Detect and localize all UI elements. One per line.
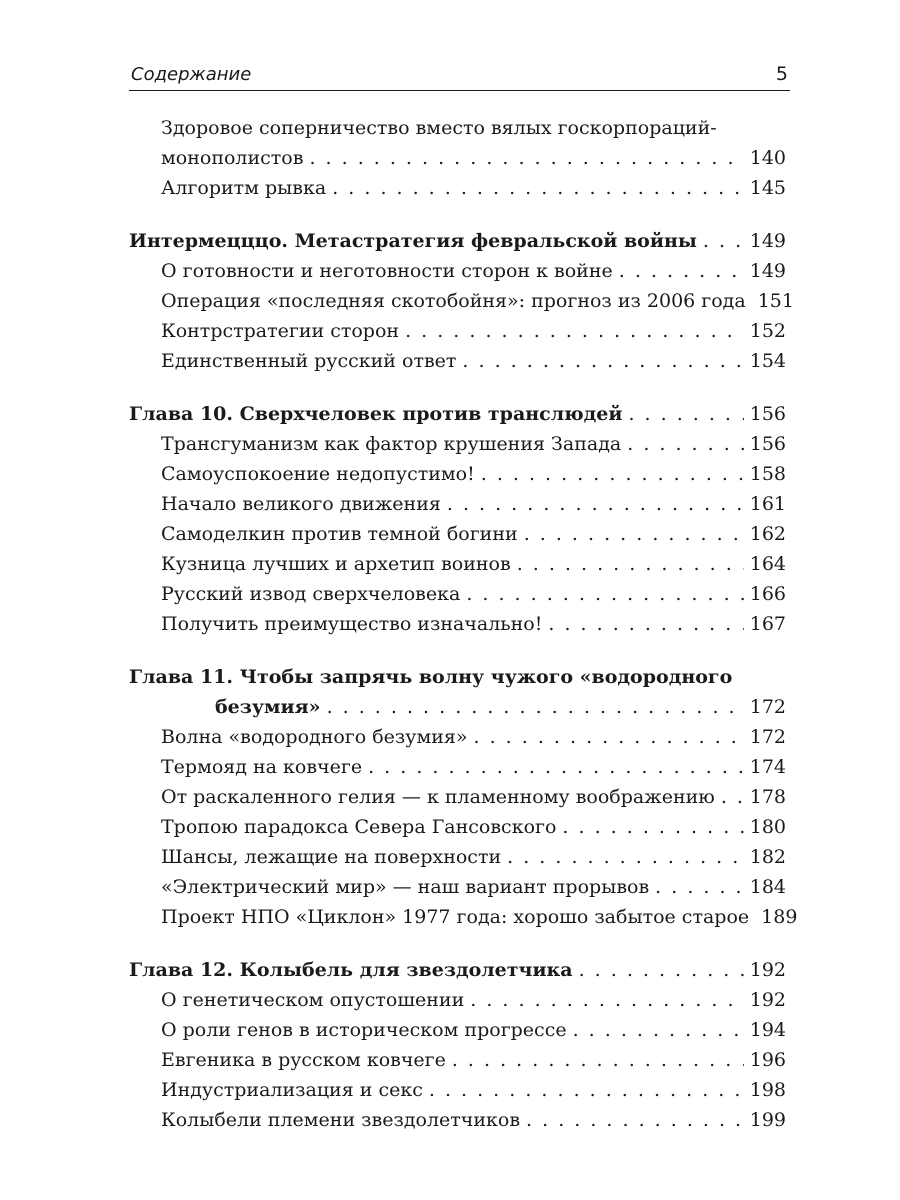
dot-leader <box>332 173 744 203</box>
toc-chapter-title-line[interactable]: Глава 11. Чтобы запрячь волну чужого «водородного <box>129 666 733 688</box>
toc-entry-page: 156 <box>749 433 786 455</box>
toc-entry-label: Операция «последняя скотобойня»: прогноз из 2006 года <box>161 290 746 312</box>
toc-entry-page: 145 <box>749 177 786 199</box>
toc-entry-label: Кузница лучших и архетип воинов <box>161 553 511 575</box>
dot-leader <box>405 316 744 346</box>
dot-leader <box>474 722 744 752</box>
toc-entry-label: Контрстратегии сторон <box>161 320 400 342</box>
dot-leader <box>562 812 743 842</box>
toc-entry[interactable] <box>129 286 794 316</box>
toc-entry-label: Колыбели племени звездолетчиков <box>161 1109 521 1131</box>
toc-entry[interactable] <box>129 609 786 639</box>
toc-chapter-title: Интермецццо. Метастратегия февральской войны <box>129 230 697 252</box>
toc-entry[interactable] <box>129 346 786 376</box>
toc-entry-page: 189 <box>761 906 798 928</box>
dot-leader <box>481 459 744 489</box>
toc-chapter-page: 192 <box>749 959 786 981</box>
dot-leader <box>507 842 744 872</box>
dot-leader <box>462 346 743 376</box>
toc-entry-page: 164 <box>749 553 786 575</box>
toc-chapter-heading[interactable] <box>129 226 786 256</box>
toc-entry-page: 196 <box>749 1049 786 1071</box>
toc-entry-label: Самоделкин против темной богини <box>161 523 518 545</box>
toc-entry-label: Начало великого движения <box>161 493 441 515</box>
toc-entry-page: 182 <box>749 846 786 868</box>
toc-chapter-title: безумия» <box>215 696 321 718</box>
toc-entry[interactable] <box>129 1105 786 1135</box>
toc-entry-page: 199 <box>749 1109 786 1131</box>
toc-chapter-heading[interactable] <box>129 692 786 722</box>
toc-entry-page: 151 <box>757 290 794 312</box>
toc-chapter-title: Глава 12. Колыбель для звездолетчика <box>129 959 573 981</box>
toc-entry[interactable] <box>129 429 786 459</box>
toc-entry-label: Евгеника в русском ковчеге <box>161 1049 446 1071</box>
toc-entry-label: Термояд на ковчеге <box>161 756 363 778</box>
toc-entry-page: 149 <box>749 260 786 282</box>
toc-chapter-heading[interactable] <box>129 955 786 985</box>
dot-leader <box>524 519 744 549</box>
toc-entry-label: От раскаленного гелия — к пламенному воображению <box>161 786 715 808</box>
toc-entry-label: Проект НПО «Циклон» 1977 года: хорошо забытое старое <box>161 906 750 928</box>
dot-leader <box>309 143 743 173</box>
toc-chapter-page: 149 <box>749 230 786 252</box>
toc-entry[interactable] <box>129 752 786 782</box>
toc-entry-page: 140 <box>749 147 786 169</box>
toc-entry[interactable] <box>129 782 786 812</box>
dot-leader <box>628 399 743 429</box>
toc-entry-label: Получить преимущество изначально! <box>161 613 543 635</box>
toc-entry-label: Единственный русский ответ <box>161 350 457 372</box>
toc-entry-label: О готовности и неготовности сторон к войне <box>161 260 613 282</box>
toc-entry-page: 172 <box>749 726 786 748</box>
toc-chapter-title: Глава 10. Сверхчеловек против транслюдей <box>129 403 623 425</box>
toc-section-chapter-11 <box>129 662 798 932</box>
toc-entry-page: 162 <box>749 523 786 545</box>
toc-entry-page: 154 <box>749 350 786 372</box>
toc-entry-label: Русский извод сверхчеловека <box>161 583 461 605</box>
toc-entry-page: 180 <box>749 816 786 838</box>
toc-entry-page: 152 <box>749 320 786 342</box>
toc-entry[interactable] <box>129 519 786 549</box>
toc-entry[interactable] <box>129 842 786 872</box>
dot-leader <box>429 1075 744 1105</box>
running-header-title: Содержание <box>131 64 252 85</box>
toc-entry[interactable] <box>129 489 786 519</box>
toc-entry[interactable] <box>129 256 786 286</box>
toc-entry-label: О генетическом опустошении <box>161 989 465 1011</box>
dot-leader <box>703 226 744 256</box>
dot-leader <box>548 609 743 639</box>
dot-leader <box>466 579 743 609</box>
toc-entry-page: 198 <box>749 1079 786 1101</box>
toc-entry-page: 167 <box>749 613 786 635</box>
toc-entry-page: 184 <box>749 876 786 898</box>
toc-chapter-page: 156 <box>749 403 786 425</box>
dot-leader <box>517 549 744 579</box>
toc-chapter-page: 172 <box>749 696 786 718</box>
toc-entry-page: 174 <box>749 756 786 778</box>
toc-entry[interactable] <box>129 722 786 752</box>
page-number: 5 <box>775 63 788 85</box>
dot-leader <box>627 429 744 459</box>
toc-entry-page: 161 <box>749 493 786 515</box>
toc-entry-label: «Электрический мир» — наш вариант прорывов <box>161 876 650 898</box>
toc-entry[interactable] <box>129 1015 786 1045</box>
toc-entry-label: Самоуспокоение недопустимо! <box>161 463 475 485</box>
toc-entry-label: Шансы, лежащие на поверхности <box>161 846 502 868</box>
toc-entry-page: 178 <box>749 786 786 808</box>
toc-entry[interactable] <box>129 985 786 1015</box>
toc-entry[interactable] <box>129 1045 786 1075</box>
toc-entry-label: Индустриализация и секс <box>161 1079 423 1101</box>
toc-entry-label: Волна «водородного безумия» <box>161 726 468 748</box>
dot-leader <box>573 1015 744 1045</box>
running-header <box>129 62 790 91</box>
toc-entry-page: 192 <box>749 989 786 1011</box>
toc-entry[interactable] <box>129 173 786 203</box>
dot-leader <box>721 782 744 812</box>
toc-entry-page: 166 <box>749 583 786 605</box>
table-of-contents <box>129 113 798 1158</box>
toc-entry-label: монополистов <box>161 147 304 169</box>
toc-entry-label: О роли генов в историческом прогрессе <box>161 1019 567 1041</box>
toc-entry[interactable] <box>129 579 786 609</box>
toc-entry-page: 158 <box>749 463 786 485</box>
dot-leader <box>470 985 743 1015</box>
toc-entry-line[interactable]: Здоровое соперничество вместо вялых госкорпораций- <box>161 117 717 139</box>
toc-section-chapter-12 <box>129 955 786 1135</box>
toc-entry[interactable] <box>129 902 798 932</box>
dot-leader <box>579 955 744 985</box>
toc-entry-label: Алгоритм рывка <box>161 177 327 199</box>
toc-entry[interactable] <box>129 1075 786 1105</box>
dot-leader <box>619 256 744 286</box>
dot-leader <box>368 752 744 782</box>
toc-entry-label: Трансгуманизм как фактор крушения Запада <box>161 433 622 455</box>
dot-leader <box>327 692 744 722</box>
dot-leader <box>526 1105 744 1135</box>
toc-entry[interactable] <box>129 872 786 902</box>
toc-entry-label: Тропою парадокса Севера Гансовского <box>161 816 557 838</box>
toc-section-intermezzo <box>129 226 794 376</box>
toc-section-chapter-10 <box>129 399 786 639</box>
toc-entry[interactable] <box>129 549 786 579</box>
toc-entry[interactable] <box>129 812 786 842</box>
toc-entry-page: 194 <box>749 1019 786 1041</box>
dot-leader <box>655 872 744 902</box>
toc-chapter-heading[interactable] <box>129 399 786 429</box>
toc-section-top <box>129 113 786 203</box>
dot-leader <box>452 1045 744 1075</box>
toc-entry[interactable] <box>129 459 786 489</box>
dot-leader <box>447 489 744 519</box>
toc-entry[interactable] <box>129 143 786 173</box>
toc-entry[interactable] <box>129 316 786 346</box>
